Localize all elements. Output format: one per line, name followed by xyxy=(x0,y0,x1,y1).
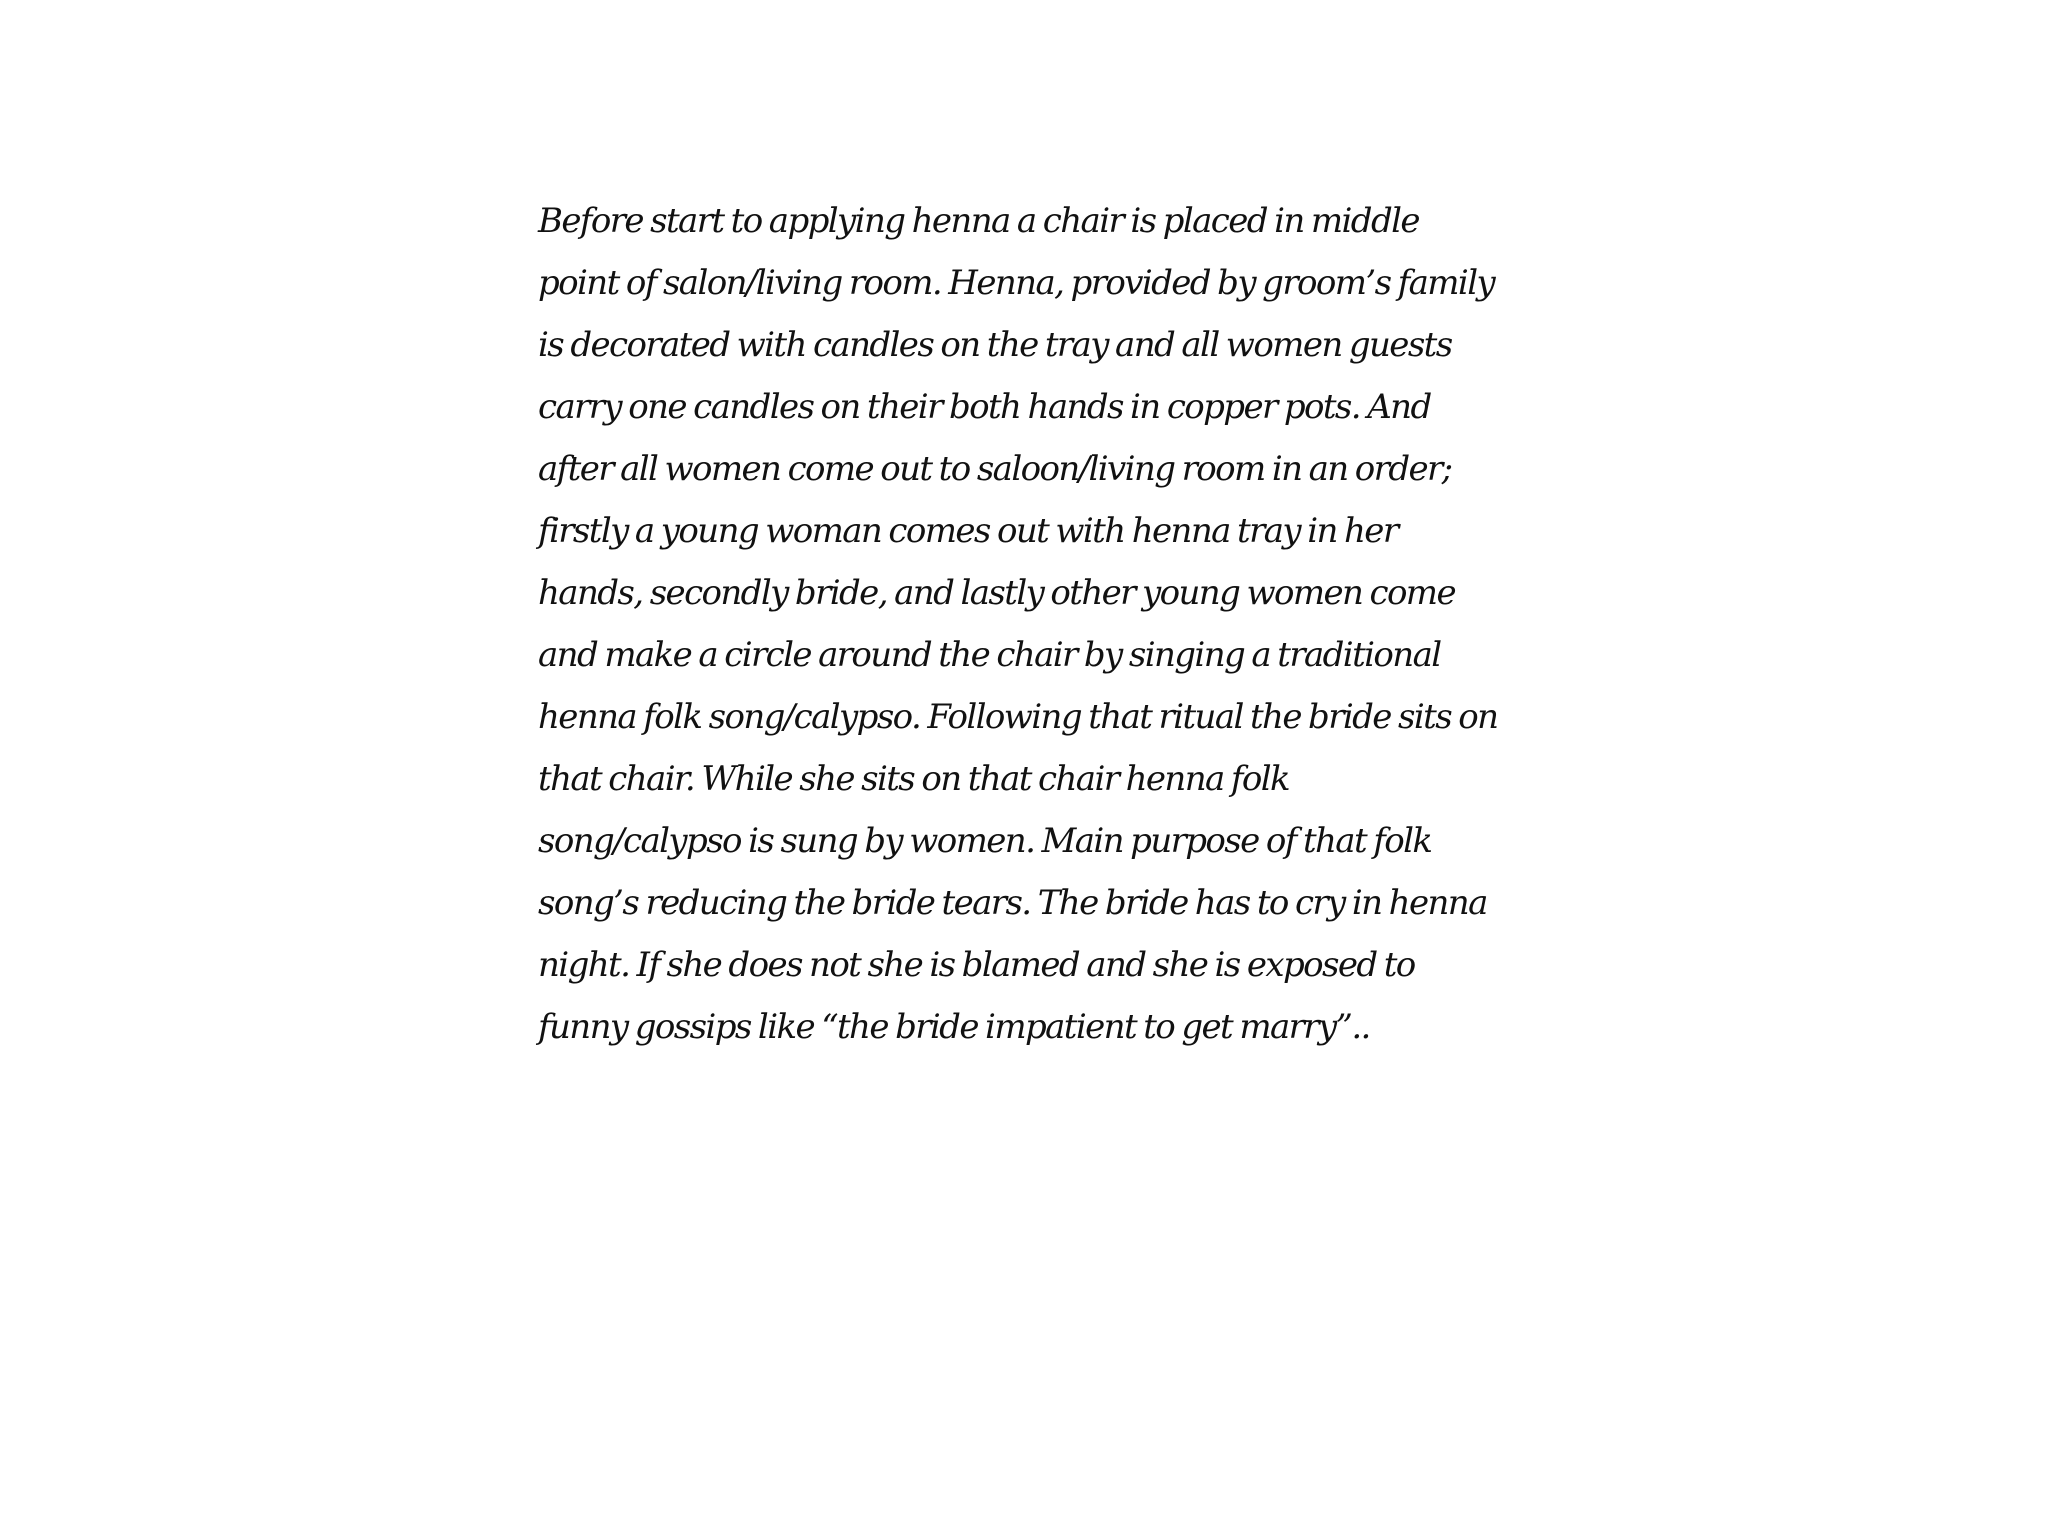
paragraph-line: henna folk song/calypso. Following that ritual the bride sits on xyxy=(538,697,1498,737)
paragraph-line: and make a circle around the chair by singing a traditional xyxy=(538,635,1441,675)
paragraph-line: is decorated with candles on the tray and all women guests xyxy=(538,325,1452,365)
paragraph-line: firstly a young woman comes out with henna tray in her xyxy=(538,511,1398,551)
paragraph-line: song/calypso is sung by women. Main purpose of that folk xyxy=(538,821,1432,861)
paragraph-line: that chair. While she sits on that chair henna folk xyxy=(538,759,1289,799)
paragraph-line: Before start to applying henna a chair is placed in middle xyxy=(538,201,1419,241)
paragraph-line: hands, secondly bride, and lastly other young women come xyxy=(538,573,1455,613)
paragraph-line: night. If she does not she is blamed and she is exposed to xyxy=(538,945,1415,985)
paragraph-line: song’s reducing the bride tears. The bride has to cry in henna xyxy=(538,883,1487,923)
paragraph-line: point of salon/living room. Henna, provided by groom’s family xyxy=(538,263,1495,303)
paragraph-line: after all women come out to saloon/living room in an order; xyxy=(538,449,1452,489)
body-paragraph xyxy=(538,190,1578,1058)
paragraph-line: carry one candles on their both hands in copper pots. And xyxy=(538,387,1431,427)
paragraph-line: funny gossips like “the bride impatient to get marry”.. xyxy=(538,1007,1370,1047)
